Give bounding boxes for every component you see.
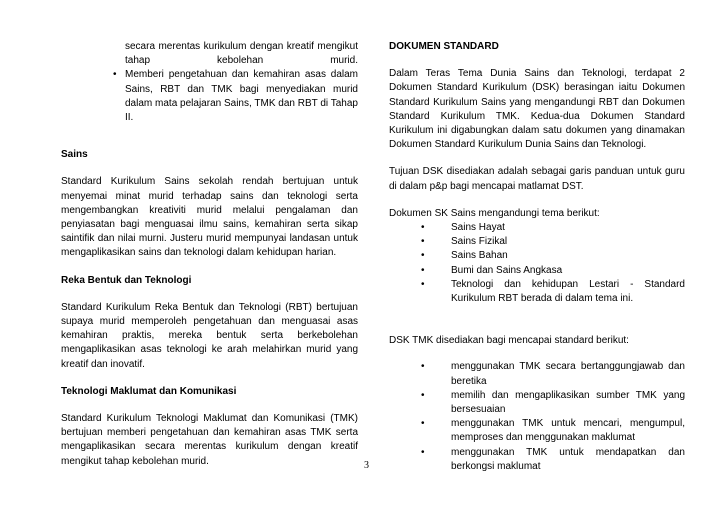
paragraph-dsk-intro: Dalam Teras Tema Dunia Sains dan Teknologi, terdapat 2 Dokumen Standard Kurikulum (DSK) berasingan iaitu Dokumen Standard Kurikulum Sains yang mengandungi RBT dan Dokumen Standard Kurikulum TMK. Kedua-dua Dokumen Standard Kurikulum ini digabungkan dalam satu dokumen yang dinamakan Dokumen Standard Kurikulum Dunia Sains dan Teknologi. bbox=[389, 68, 685, 151]
bullet-icon: • bbox=[421, 236, 425, 248]
section-heading-rbt: Reka Bentuk dan Teknologi bbox=[61, 274, 192, 286]
list-item: • Sains Fizikal bbox=[389, 235, 685, 249]
paragraph-dsk-tmk: DSK TMK disediakan bagi mencapai standard berikut: bbox=[389, 335, 629, 347]
list-item: • Sains Bahan bbox=[389, 249, 685, 263]
paragraph-tema-intro: Dokumen SK Sains mengandungi tema berikut: bbox=[389, 207, 600, 219]
bullet-icon: • bbox=[421, 389, 425, 401]
section-heading-dokumen-standard: DOKUMEN STANDARD bbox=[389, 41, 499, 52]
paragraph-sains: Standard Kurikulum Sains sekolah rendah bertujuan untuk menyemai minat murid terhadap sains dan teknologi serta mengembangkan kreativiti murid melalui pengalaman dan penyiasatan bagi menguasai ilmu sains, kemahiran serta sikap saintifik dan nilai murni. Justeru murid mempunyai landasan untuk mengaplikasikan sains dan teknologi dalam kehidupan harian. bbox=[61, 176, 358, 259]
list-item: • menggunakan TMK untuk mendapatkan dan berkongsi maklumat bbox=[421, 446, 685, 472]
page-number: 3 bbox=[364, 460, 369, 471]
intro-bullet-list bbox=[61, 68, 358, 125]
bullet-icon: • bbox=[421, 278, 425, 290]
paragraph-rbt: Standard Kurikulum Reka Bentuk dan Teknologi (RBT) bertujuan supaya murid memperoleh pengetahuan dan menguasai asas kemahiran praktis, mereka bentuk serta berkebolehan mengaplikasikan asas teknologi ke arah melahirkan murid yang kreatif dan inovatif. bbox=[61, 301, 358, 370]
section-heading-sains: Sains bbox=[61, 149, 88, 161]
tema-list bbox=[389, 221, 685, 306]
list-item: • Bumi dan Sains Angkasa bbox=[389, 264, 685, 278]
bullet-icon: • bbox=[421, 250, 425, 262]
list-item: • Memberi pengetahuan dan kemahiran asas dalam Sains, RBT dan TMK bagi menyediakan murid dalam mata pelajaran Sains, TMK dan RBT di Tahap II. bbox=[113, 69, 358, 124]
bullet-icon: • bbox=[421, 361, 425, 373]
standard-list bbox=[389, 360, 685, 474]
bullet-icon: • bbox=[421, 446, 425, 458]
left-column bbox=[61, 40, 358, 469]
list-item: • Sains Hayat bbox=[389, 221, 685, 235]
list-item: • menggunakan TMK untuk mencari, mengumpul, memproses dan menggunakan maklumat bbox=[421, 418, 685, 444]
paragraph-tujuan-dsk: Tujuan DSK disediakan adalah sebagai garis panduan untuk guru di dalam p&p bagi mencapai matlamat DST. bbox=[389, 166, 685, 192]
right-column bbox=[389, 40, 685, 474]
paragraph-tmk: Standard Kurikulum Teknologi Maklumat dan Komunikasi (TMK) bertujuan memberi pengetahuan dan kemahiran asas TMK serta mengaplikasikan secara merentas kurikulum dengan kreatif mengikut tahap kebolehan murid. bbox=[61, 413, 358, 467]
bullet-icon: • bbox=[421, 264, 425, 276]
bullet-icon: • bbox=[421, 222, 425, 234]
bullet-icon: • bbox=[113, 69, 117, 81]
list-item: • Teknologi dan kehidupan Lestari - Standard Kurikulum RBT berada di dalam tema ini. bbox=[421, 278, 685, 305]
list-item: • memilih dan mengaplikasikan sumber TMK yang bersesuaian bbox=[421, 389, 685, 416]
list-item: • menggunakan TMK secara bertanggungjawab dan beretika bbox=[421, 361, 685, 387]
bullet-icon: • bbox=[421, 418, 425, 430]
intro-continuation: secara merentas kurikulum dengan kreatif mengikut tahap kebolehan murid. bbox=[125, 41, 358, 67]
section-heading-tmk: Teknologi Maklumat dan Komunikasi bbox=[61, 385, 237, 397]
